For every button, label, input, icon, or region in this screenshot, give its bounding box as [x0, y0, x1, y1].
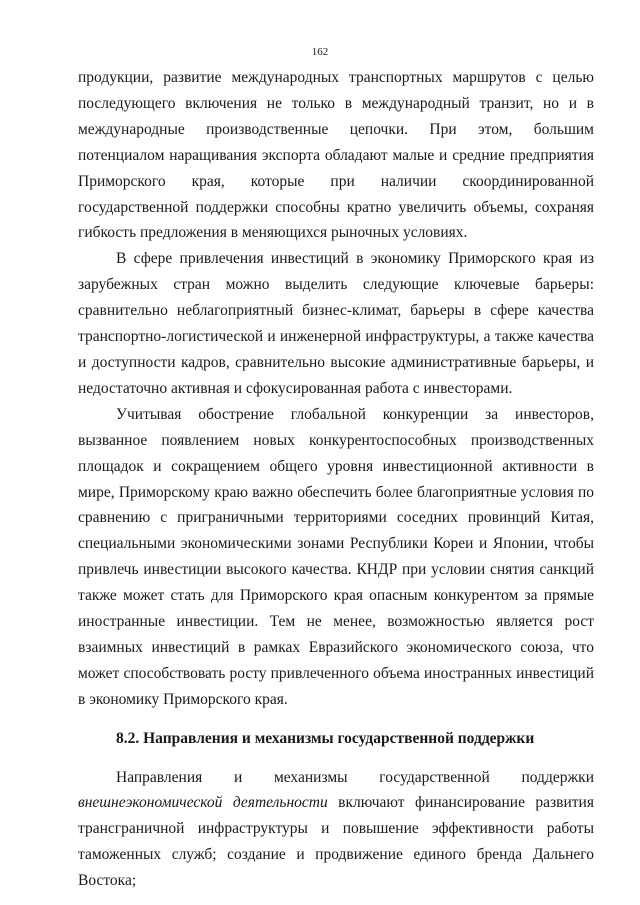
- paragraph-4-italic-term: внешнеэкономической деятельности: [78, 794, 328, 812]
- section-heading: 8.2. Направления и механизмы государственной поддержки: [116, 729, 535, 747]
- paragraph-4: [78, 765, 594, 895]
- paragraph-1: продукции, развитие международных транспортных маршрутов с целью последующего включения не только в международный транзит, но и в международные производственные цепочки. При этом, большим потенциалом наращивания экспорта обладают малые и средние предприятия Приморского края, которые при наличии скоординированной государственной поддержки способны кратно увеличить объемы, сохраняя гибкость предложения в меняющихся рыночных условиях.: [78, 69, 594, 242]
- page-content: [78, 65, 594, 894]
- paragraph-4-end: включают финансирование развития трансграничной инфраструктуры и повышение эффективности работы таможенных служб; создание и продвижение единого бренда Дальнего Востока;: [78, 794, 594, 890]
- paragraph-2: В сфере привлечения инвестиций в экономику Приморского края из зарубежных стран можно выделить следующие ключевые барьеры: сравнительно неблагоприятный бизнес-климат, барьеры в сфере качества транспортно-логистической и инженерной инфраструктуры, а также качества и доступности кадров, сравнительно высокие административные барьеры, и недостаточно активная и сфокусированная работа с инвесторами.: [78, 250, 594, 397]
- page-number: 162: [311, 46, 329, 58]
- paragraph-4-start: Направления и механизмы государственной поддержки: [116, 768, 594, 786]
- paragraph-3: Учитывая обострение глобальной конкуренции за инвесторов, вызванное появлением новых конкурентоспособных производственных площадок и сокращением общего уровня инвестиционной активности в мире, Приморскому краю важно обеспечить более благоприятные условия по сравнению с приграничными территориями соседних провинций Китая, специальными экономическими зонами Республики Кореи и Японии, чтобы привлечь инвестиции высокого качества. КНДР при условии снятия санкций также может стать для Приморского края опасным конкурентом за прямые иностранные инвестиции. Тем не менее, возможностью является рост взаимных инвестиций в рамках Евразийского экономического союза, что может способствовать росту привлеченного объема иностранных инвестиций в экономику Приморского края.: [78, 405, 594, 708]
